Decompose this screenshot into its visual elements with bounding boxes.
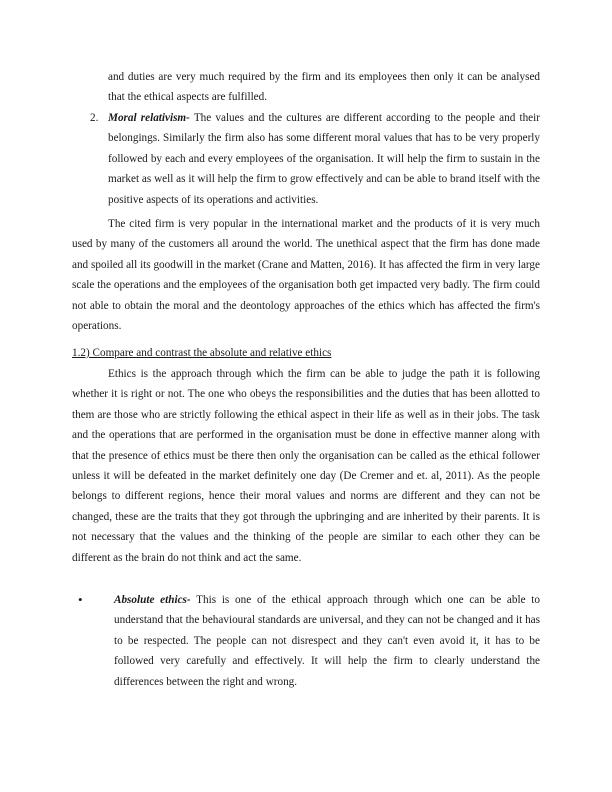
list-item-text: The values and the cultures are different according to the people and their belongings. Similarly the firm also has some different moral values that has to be very properly followed by each and every employees of the organisation. It will help the firm to sustain in the market as well as it will help the firm to grow effectively and can be able to brand itself with the positive aspects of its operations and activities. [108,112,540,206]
section-heading: 1.2) Compare and contrast the absolute and relative ethics [72,347,332,359]
term-absolute-ethics: Absolute ethics- [114,594,191,606]
list-item-moral-relativism [72,108,540,210]
body-paragraph: Ethics is the approach through which the firm can be able to judge the path it is following whether it is right or not. The one who obeys the responsibilities and the duties that has been allotted to them are those who are strictly following the ethical aspect in their life as well as in their jobs. The task and the operations that are performed in the organisation must be done in effective manner along with that the presence of ethics must be there then only the organisation can be called as the ethical follower unless it will be defeated in the market definitely one day (De Cremer and et. al, 2011). As the people belongs to different regions, hence their moral values and norms are different and they can not be changed, these are the traits that they got through the upbringing and are inherited by their parents. It is not necessary that the values and the thinking of the people are similar to each other they can be different as the brain do not think and act the same. [72,368,540,564]
bullet-marker: • [78,592,83,607]
list-number: 2. [90,112,99,124]
term-moral-relativism: Moral relativism- [108,112,190,124]
bullet-item-text: This is one of the ethical approach through which one can be able to understand that the behavioural standards are universal, and they can not be changed and it has to be respected. The people can not disrespect and they can't even avoid it, it has to be followed very carefully and effectively. It will help the firm to clearly understand the differences between the right and wrong. [114,594,540,688]
bullet-item-body [114,590,540,692]
body-paragraph: The cited firm is very popular in the international market and the products of it is very much used by many of the customers all around the world. The unethical aspect that the firm has done made and spoiled all its goodwill in the market (Crane and Matten, 2016). It has affected the firm in very large scale the operations and the employees of the organisation both get impacted very badly. The firm could not able to obtain the moral and the deontology approaches of the ethics which has affected the firm's operations. [72,218,540,333]
bullet-item-absolute-ethics [72,590,540,692]
list-item-body [108,108,540,210]
continued-paragraph: and duties are very much required by the firm and its employees then only it can be analysed that the ethical aspects are fulfilled. [108,71,540,104]
